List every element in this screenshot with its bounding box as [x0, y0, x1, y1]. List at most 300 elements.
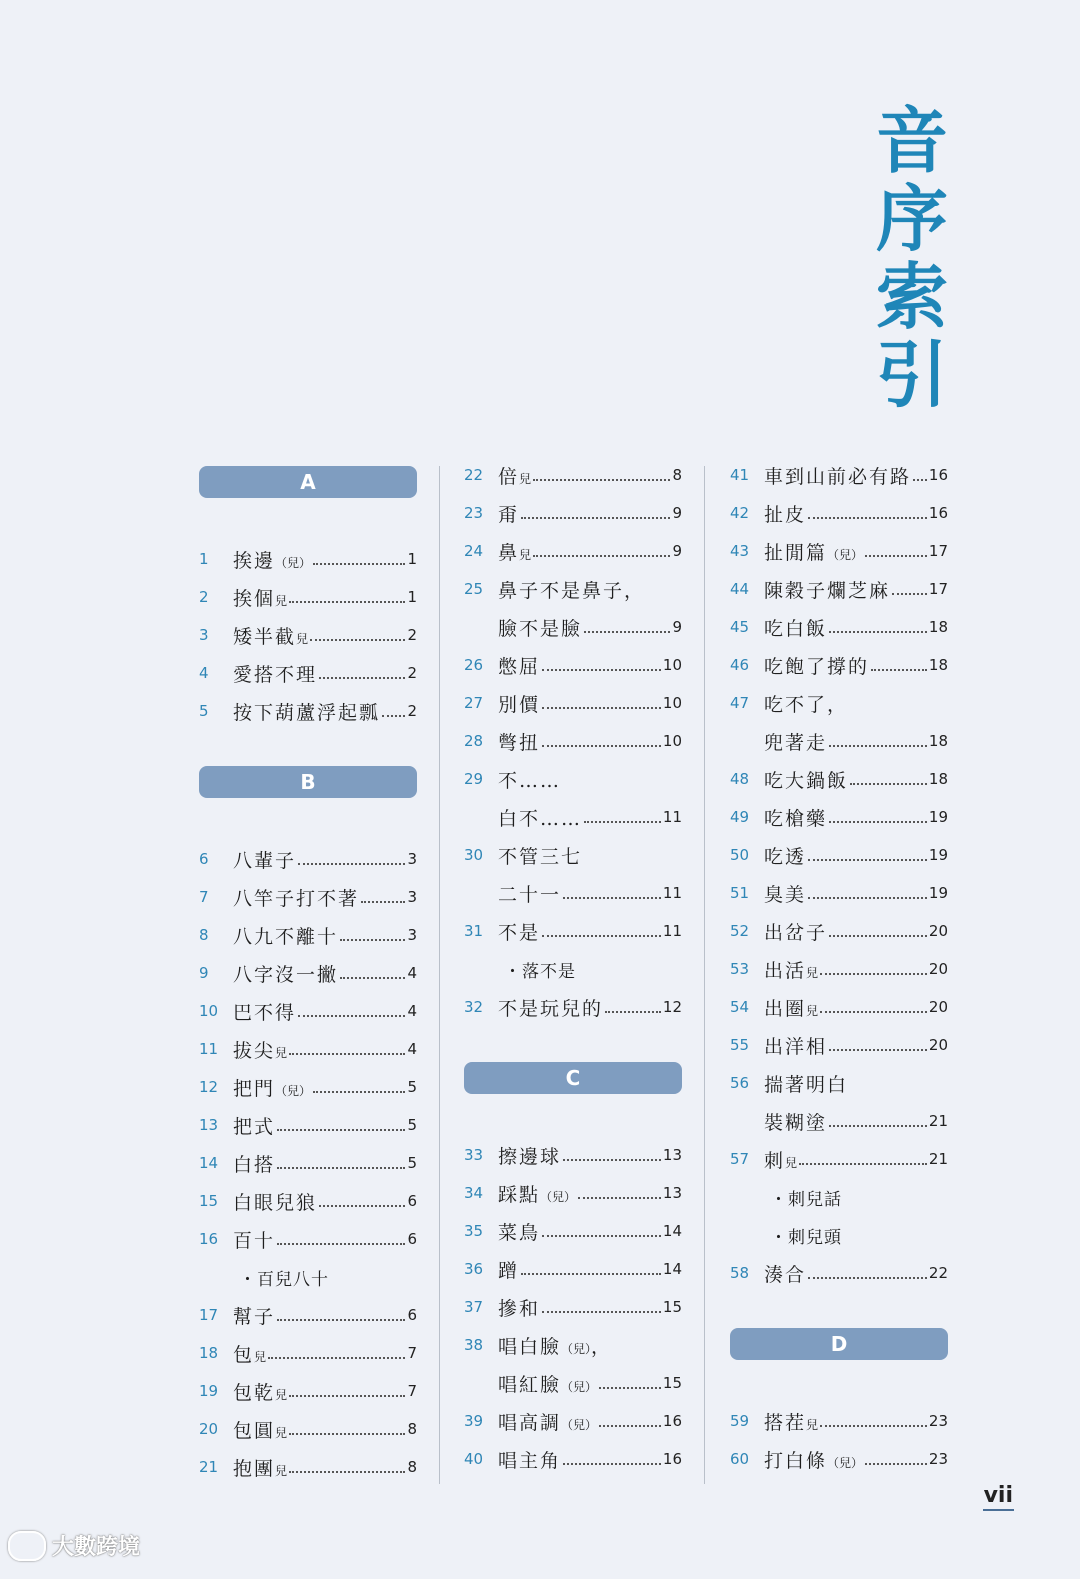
- entry-term-text: 白搭: [233, 1153, 276, 1176]
- index-entry: [730, 1064, 948, 1102]
- entry-number: 6: [199, 850, 209, 868]
- entry-term: [233, 1454, 287, 1481]
- index-entry: [199, 616, 417, 654]
- entry-term: [498, 614, 582, 641]
- leader-dots: [829, 1049, 927, 1051]
- entry-term: [764, 690, 848, 717]
- entry-page: 21: [928, 1150, 948, 1168]
- entry-page: 5: [407, 1116, 417, 1134]
- entry-page: 16: [928, 466, 948, 484]
- entry-number: 18: [199, 1344, 219, 1362]
- leader-dots: [599, 1425, 661, 1427]
- entry-term-text: 把門: [233, 1077, 276, 1100]
- entry-term: [498, 1446, 561, 1473]
- leader-dots: [289, 1395, 405, 1397]
- index-entry: [199, 1220, 417, 1258]
- leader-dots: [829, 745, 927, 747]
- leader-dots: [563, 1159, 661, 1161]
- leader-dots: [313, 563, 405, 565]
- index-column-3: [730, 456, 948, 1478]
- entry-term-text: 出洋相: [764, 1035, 828, 1058]
- entry-page: 4: [407, 1002, 417, 1020]
- index-entry: [464, 1136, 682, 1174]
- entry-term: [498, 728, 540, 755]
- leader-dots: [913, 479, 927, 481]
- index-entry: [199, 692, 417, 730]
- entry-number: 52: [730, 922, 750, 940]
- index-entry: [199, 954, 417, 992]
- index-entry: [464, 836, 682, 874]
- entry-term: [764, 538, 863, 565]
- entry-term-text: 湊合: [764, 1263, 807, 1286]
- leader-dots: [850, 783, 927, 785]
- entry-term: [498, 1180, 576, 1207]
- leader-dots: [340, 939, 405, 941]
- entry-term: [764, 1260, 806, 1287]
- entry-page: 2: [407, 664, 417, 682]
- index-entry: [199, 1182, 417, 1220]
- entry-page: 20: [928, 998, 948, 1016]
- index-entry: [730, 532, 948, 570]
- entry-number: 45: [730, 618, 750, 636]
- leader-dots: [820, 973, 927, 975]
- entry-term-suffix: 兒: [275, 1045, 288, 1060]
- index-entry: [730, 608, 948, 646]
- entry-term: [233, 584, 287, 611]
- entry-page: 9: [672, 504, 682, 522]
- index-entry: [464, 456, 682, 494]
- entry-page: 23: [928, 1412, 948, 1430]
- leader-dots: [808, 1277, 927, 1279]
- entry-term: [498, 462, 531, 489]
- entry-term: [764, 956, 818, 983]
- index-entry-continuation: [730, 1102, 948, 1140]
- column-divider: [704, 466, 705, 1484]
- leader-dots: [820, 1011, 927, 1013]
- entry-term-text: 巴不得: [233, 1001, 297, 1024]
- leader-dots: [563, 1463, 661, 1465]
- entry-page: 16: [928, 504, 948, 522]
- entry-number: 47: [730, 694, 750, 712]
- entry-term-suffix: 兒: [785, 1155, 798, 1170]
- leader-dots: [268, 1357, 405, 1359]
- leader-dots: [340, 977, 405, 979]
- entry-term-text: 揣著明白: [764, 1073, 849, 1096]
- entry-term-text: 矮半截: [233, 625, 297, 648]
- index-entry: [464, 646, 682, 684]
- entry-number: 15: [199, 1192, 219, 1210]
- entry-page: 14: [662, 1222, 682, 1240]
- entry-term: [233, 698, 380, 725]
- index-subentry: [199, 1258, 417, 1296]
- leader-dots: [319, 1205, 405, 1207]
- entry-term: [233, 1302, 275, 1329]
- entry-term-suffix: 兒: [275, 1425, 288, 1440]
- logo-mark-icon: [8, 1531, 46, 1561]
- index-entry: [464, 494, 682, 532]
- index-entry: [464, 760, 682, 798]
- entry-page: 17: [928, 580, 948, 598]
- leader-dots: [382, 715, 405, 717]
- entry-page: 2: [407, 626, 417, 644]
- entry-term-text: 愛搭不理: [233, 663, 318, 686]
- entry-term-text: 陳穀子爛芝麻: [764, 579, 891, 602]
- entry-term: [764, 1408, 818, 1435]
- entry-page: 19: [928, 884, 948, 902]
- entry-term-text: 八竿子打不著: [233, 887, 360, 910]
- leader-dots: [799, 1163, 927, 1165]
- leader-dots: [829, 821, 927, 823]
- entry-term: [498, 1332, 612, 1359]
- leader-dots: [298, 863, 405, 865]
- leader-dots: [578, 1197, 661, 1199]
- entry-page: 20: [928, 1036, 948, 1054]
- entry-term-suffix: 兒: [296, 631, 309, 646]
- entry-page: 8: [407, 1420, 417, 1438]
- entry-term: [764, 462, 911, 489]
- leader-dots: [871, 669, 927, 671]
- entry-number: 25: [464, 580, 484, 598]
- entry-term-text: 二十一: [498, 883, 562, 906]
- index-entry: [464, 1288, 682, 1326]
- index-entry-continuation: [730, 722, 948, 760]
- entry-term-text: 兜著走: [764, 731, 828, 754]
- entry-term: [233, 1378, 287, 1405]
- entry-term-text: 出圈: [764, 997, 807, 1020]
- leader-dots: [533, 479, 670, 481]
- entry-page: 18: [928, 732, 948, 750]
- entry-page: 5: [407, 1078, 417, 1096]
- entry-term-text: 車到山前必有路: [764, 465, 912, 488]
- index-entry: [199, 540, 417, 578]
- entry-page: 2: [407, 702, 417, 720]
- entry-term-suffix: 兒: [519, 471, 532, 486]
- entry-term-text: 吃槍藥: [764, 807, 828, 830]
- leader-dots: [542, 1235, 661, 1237]
- index-entry: [730, 760, 948, 798]
- entry-term-suffix: 兒: [519, 547, 532, 562]
- entry-term: [498, 1218, 540, 1245]
- index-entry-continuation: [464, 1364, 682, 1402]
- entry-term: [233, 1188, 317, 1215]
- entry-term-text: 鼻子不是鼻子，: [498, 579, 646, 602]
- entry-number: 28: [464, 732, 484, 750]
- entry-page: 3: [407, 850, 417, 868]
- entry-number: 48: [730, 770, 750, 788]
- entry-number: 4: [199, 664, 209, 682]
- entry-term-text: 白眼兒狼: [233, 1191, 318, 1214]
- entry-term-suffix: 兒: [275, 1463, 288, 1478]
- entry-page: 8: [407, 1458, 417, 1476]
- leader-dots: [289, 1433, 405, 1435]
- entry-term-text: 唱高調: [498, 1411, 562, 1434]
- entry-term-text: 刺: [764, 1149, 786, 1172]
- entry-term: [498, 804, 582, 831]
- entry-term-text: 憋屈: [498, 655, 541, 678]
- entry-term: [233, 660, 317, 687]
- entry-number: 35: [464, 1222, 484, 1240]
- entry-term-text: 按下葫蘆浮起瓢: [233, 701, 381, 724]
- leader-dots: [277, 1129, 405, 1131]
- index-entry: [730, 1440, 948, 1478]
- entry-term: [764, 842, 806, 869]
- entry-term: [498, 500, 519, 527]
- entry-term-suffix: （兒）: [561, 1417, 598, 1432]
- title-char: 引: [875, 333, 948, 417]
- entry-term: [498, 1408, 597, 1435]
- title-char: 音: [875, 99, 948, 183]
- entry-number: 53: [730, 960, 750, 978]
- entry-number: 30: [464, 846, 484, 864]
- entry-term: [233, 1150, 275, 1177]
- title-char: 索: [875, 255, 948, 339]
- leader-dots: [563, 897, 661, 899]
- entry-page: 3: [407, 888, 417, 906]
- entry-number: 26: [464, 656, 484, 674]
- index-entry: [730, 1026, 948, 1064]
- leader-dots: [605, 1011, 661, 1013]
- entry-page: 9: [672, 542, 682, 560]
- entry-term-text: 摻和: [498, 1297, 541, 1320]
- entry-term: [498, 1370, 597, 1397]
- entry-page: 18: [928, 656, 948, 674]
- index-entry: [464, 1250, 682, 1288]
- entry-term-suffix: （兒）: [827, 1455, 864, 1470]
- index-entry: [730, 874, 948, 912]
- entry-term-text: 踩點: [498, 1183, 541, 1206]
- entry-term-suffix: 兒: [806, 1417, 819, 1432]
- leader-dots: [542, 745, 661, 747]
- index-entry: [730, 646, 948, 684]
- entry-page: 11: [662, 884, 682, 902]
- entry-page: 13: [662, 1146, 682, 1164]
- index-entry: [730, 684, 948, 722]
- entry-term: [498, 1142, 561, 1169]
- entry-page: 15: [662, 1374, 682, 1392]
- leader-dots: [533, 555, 670, 557]
- entry-number: 8: [199, 926, 209, 944]
- leader-dots: [313, 1091, 405, 1093]
- entry-number: 10: [199, 1002, 219, 1020]
- index-entry: [464, 684, 682, 722]
- entry-term: [764, 1108, 827, 1135]
- entry-term-suffix: 兒: [275, 1387, 288, 1402]
- entry-term: [233, 884, 359, 911]
- entry-number: 3: [199, 626, 209, 644]
- index-entry: [464, 1212, 682, 1250]
- leader-dots: [521, 1273, 661, 1275]
- entry-term-text: 吃透: [764, 845, 807, 868]
- entry-number: 21: [199, 1458, 219, 1476]
- entry-page: 16: [662, 1412, 682, 1430]
- entry-term-text: 打白條: [764, 1449, 828, 1472]
- entry-number: 11: [199, 1040, 219, 1058]
- index-entry: [199, 840, 417, 878]
- entry-term-text: 別價: [498, 693, 541, 716]
- entry-page: 3: [407, 926, 417, 944]
- entry-number: 19: [199, 1382, 219, 1400]
- entry-term: [498, 1256, 519, 1283]
- entry-term-text: 鼻: [498, 541, 520, 564]
- entry-number: 7: [199, 888, 209, 906]
- entry-term: [764, 500, 806, 527]
- entry-page: 20: [928, 960, 948, 978]
- entry-term-text: 白不……: [498, 807, 583, 830]
- index-entry: [730, 494, 948, 532]
- entry-term: [233, 546, 311, 573]
- entry-number: 41: [730, 466, 750, 484]
- index-column-1: [199, 456, 417, 1486]
- entry-page: 10: [662, 694, 682, 712]
- entry-term-text: 八字沒一撇: [233, 963, 339, 986]
- index-entry: [199, 578, 417, 616]
- leader-dots: [289, 1053, 405, 1055]
- entry-term: [764, 918, 827, 945]
- index-entry: [730, 950, 948, 988]
- entry-page: 11: [662, 808, 682, 826]
- entry-page: 9: [672, 618, 682, 636]
- entry-term-text: 把式: [233, 1115, 276, 1138]
- entry-page: 11: [662, 922, 682, 940]
- entry-term-text: 包圓: [233, 1419, 276, 1442]
- entry-term: [233, 1036, 287, 1063]
- entry-number: 42: [730, 504, 750, 522]
- entry-term: [764, 804, 827, 831]
- leader-dots: [829, 631, 927, 633]
- index-entry: [199, 1410, 417, 1448]
- index-entry: [730, 1402, 948, 1440]
- entry-term-suffix: 兒: [254, 1349, 267, 1364]
- entry-term: [233, 1074, 311, 1101]
- entry-term: [764, 766, 848, 793]
- entry-number: 13: [199, 1116, 219, 1134]
- entry-number: 56: [730, 1074, 750, 1092]
- entry-number: 31: [464, 922, 484, 940]
- entry-term-text: 八輩子: [233, 849, 297, 872]
- entry-number: 14: [199, 1154, 219, 1172]
- entry-term-text: 蹭: [498, 1259, 520, 1282]
- entry-term-text: 搭茬: [764, 1411, 807, 1434]
- entry-term: [764, 1146, 797, 1173]
- entry-term-text: 吃白飯: [764, 617, 828, 640]
- entry-term-suffix: （兒）: [827, 547, 864, 562]
- index-entry: [199, 1296, 417, 1334]
- entry-term-text: 擦邊球: [498, 1145, 562, 1168]
- entry-number: 58: [730, 1264, 750, 1282]
- index-entry: [464, 1402, 682, 1440]
- entry-term: [233, 998, 296, 1025]
- entry-term: [498, 842, 582, 869]
- index-entry: [730, 836, 948, 874]
- index-entry: [730, 912, 948, 950]
- entry-number: 51: [730, 884, 750, 902]
- section-gap: [464, 1026, 682, 1052]
- entry-number: 44: [730, 580, 750, 598]
- entry-term: [498, 1294, 540, 1321]
- entry-number: 33: [464, 1146, 484, 1164]
- entry-term: [764, 652, 869, 679]
- entry-term-text: 不是玩兒的: [498, 997, 604, 1020]
- index-entry: [730, 456, 948, 494]
- index-subentry: [464, 950, 682, 988]
- entry-number: 46: [730, 656, 750, 674]
- entry-page: 7: [407, 1382, 417, 1400]
- leader-dots: [808, 517, 927, 519]
- entry-term: [233, 846, 296, 873]
- entry-page: 17: [928, 542, 948, 560]
- index-entry: [464, 532, 682, 570]
- entry-term: [233, 960, 338, 987]
- index-entry: [464, 988, 682, 1026]
- entry-number: 20: [199, 1420, 219, 1438]
- entry-page: 10: [662, 656, 682, 674]
- entry-term: [498, 690, 540, 717]
- entry-term: ・刺兒頭: [770, 1227, 842, 1248]
- index-entry: [464, 1440, 682, 1478]
- index-entry: [464, 1174, 682, 1212]
- entry-page: 7: [407, 1344, 417, 1362]
- entry-term-suffix: （兒）: [540, 1189, 577, 1204]
- entry-term-text: 唱白臉: [498, 1335, 562, 1358]
- entry-term: [233, 1416, 287, 1443]
- leader-dots: [584, 631, 670, 633]
- leader-dots: [542, 1311, 661, 1313]
- entry-term-text: 唱紅臉: [498, 1373, 562, 1396]
- entry-page: 20: [928, 922, 948, 940]
- entry-term: [764, 1032, 827, 1059]
- entry-page: 8: [672, 466, 682, 484]
- entry-term-text: 倍: [498, 465, 520, 488]
- index-entry: [199, 1068, 417, 1106]
- leader-dots: [277, 1243, 405, 1245]
- index-entry: [730, 988, 948, 1026]
- watermark-logo: [8, 1530, 140, 1561]
- entry-number: 38: [464, 1336, 484, 1354]
- entry-term-suffix: （兒）: [561, 1379, 598, 1394]
- entry-page: 21: [928, 1112, 948, 1130]
- entry-page: 19: [928, 808, 948, 826]
- entry-term-text: 臭美: [764, 883, 807, 906]
- entry-term: [764, 880, 806, 907]
- entry-number: 37: [464, 1298, 484, 1316]
- leader-dots: [277, 1319, 405, 1321]
- logo-text: 大數跨境: [52, 1535, 141, 1560]
- leader-dots: [584, 821, 661, 823]
- index-subentry: [730, 1178, 948, 1216]
- index-entry: [464, 912, 682, 950]
- entry-term: [764, 576, 890, 603]
- entry-term: [764, 1070, 848, 1097]
- leader-dots: [599, 1387, 661, 1389]
- leader-dots: [820, 1425, 927, 1427]
- section-header: C: [464, 1062, 682, 1094]
- section-header: B: [199, 766, 417, 798]
- index-entry: [730, 1140, 948, 1178]
- entry-term-text: 不是: [498, 921, 541, 944]
- entry-number: 60: [730, 1450, 750, 1468]
- entry-term-tail: ，: [591, 1335, 613, 1358]
- entry-number: 54: [730, 998, 750, 1016]
- entry-term-text: 裝糊塗: [764, 1111, 828, 1134]
- index-entry: [199, 1030, 417, 1068]
- leader-dots: [865, 555, 927, 557]
- leader-dots: [361, 901, 405, 903]
- entry-term-text: 挨個: [233, 587, 276, 610]
- entry-page: 4: [407, 1040, 417, 1058]
- entry-number: 29: [464, 770, 484, 788]
- entry-term-text: 抱團: [233, 1457, 276, 1480]
- entry-term-text: 扯閒篇: [764, 541, 828, 564]
